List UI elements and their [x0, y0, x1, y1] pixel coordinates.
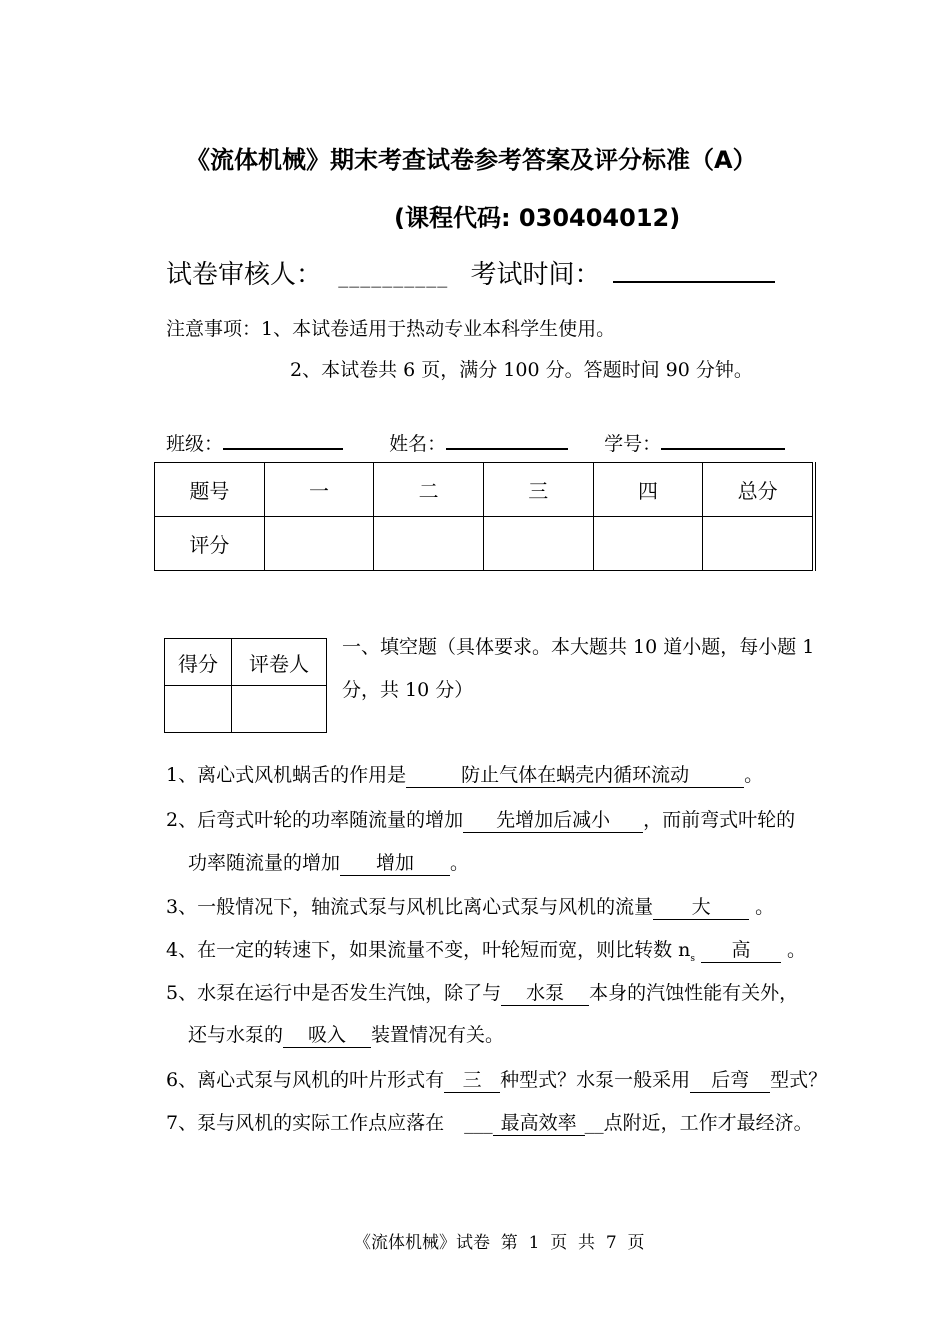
score-header-cell: 四 [593, 463, 703, 517]
exam-time-label: 考试时间： [470, 260, 601, 290]
section-heading [342, 626, 814, 712]
section-heading-line-1: 一、填空题（具体要求。本大题共 10 道小题，每小题 1 [342, 636, 815, 658]
question-text: 功率随流量的增加 [188, 852, 341, 874]
answer-2a: 先增加后减小 [463, 805, 643, 833]
question-text: 。 [744, 764, 764, 786]
question-text: 。 [787, 939, 807, 961]
subscript-s: s [690, 953, 695, 964]
question-text: 3、一般情况下，轴流式泵与风机比离心式泵与风机的流量 [166, 896, 654, 918]
question-text: 种型式？水泵一般采用 [500, 1069, 691, 1091]
question-text: 装置情况有关。 [371, 1024, 505, 1046]
course-code: (课程代码: 030404012) [394, 204, 681, 232]
score-header-cell: 一 [264, 463, 374, 517]
question-2-continued [188, 848, 469, 876]
answer-tail-blank: __ [584, 1112, 604, 1134]
name-label: 姓名： [389, 433, 447, 455]
question-text: 本身的汽蚀性能有关外， [589, 982, 799, 1004]
question-4 [166, 935, 806, 964]
grader-label: 评卷人 [232, 639, 327, 686]
score-cell [593, 517, 703, 571]
question-5-continued [188, 1020, 504, 1048]
question-7 [166, 1108, 813, 1136]
answer-7: 最高效率 [493, 1108, 585, 1136]
grader-table-header-row [165, 639, 327, 686]
score-table-row [155, 517, 815, 571]
question-text: 4、在一定的转速下，如果流量不变，叶轮短而宽，则比转数 n [166, 939, 691, 961]
question-text: 5、水泵在运行中是否发生汽蚀，除了与 [166, 982, 502, 1004]
id-blank [661, 428, 785, 450]
question-5 [166, 978, 798, 1006]
answer-2b: 增加 [340, 848, 450, 876]
exam-time-blank [613, 259, 775, 283]
question-text: 点附近，工作才最经济。 [603, 1112, 813, 1134]
question-1 [166, 760, 763, 788]
score-cell [483, 517, 593, 571]
id-label: 学号： [604, 433, 662, 455]
score-header-cell: 题号 [155, 463, 265, 517]
score-table [154, 462, 816, 571]
question-text: 1、离心式风机蜗舌的作用是 [166, 764, 407, 786]
score-header-cell: 总分 [703, 463, 814, 517]
question-3 [166, 892, 774, 920]
score-header-cell: 二 [374, 463, 484, 517]
answer-3: 大 [653, 892, 749, 920]
grader-table-row [165, 686, 327, 733]
question-text: 。 [450, 852, 470, 874]
page-title: 《流体机械》期末考查试卷参考答案及评分标准（A） [186, 146, 757, 174]
grader-table [164, 638, 327, 733]
notes-line-1: 注意事项：1、本试卷适用于热动专业本科学生使用。 [166, 318, 616, 340]
question-text: 2、后弯式叶轮的功率随流量的增加 [166, 809, 464, 831]
score-row-label: 评分 [155, 517, 265, 571]
class-label: 班级： [166, 433, 224, 455]
name-blank [446, 428, 568, 450]
answer-lead-blank: ___ [464, 1112, 493, 1134]
question-text: 7、泵与风机的实际工作点应落在 [166, 1112, 445, 1134]
score-cell [374, 517, 484, 571]
answer-5b: 吸入 [283, 1020, 371, 1048]
question-text: ，而前弯式叶轮的 [643, 809, 796, 831]
answer-1: 防止气体在蜗壳内循环流动 [406, 760, 744, 788]
score-cell [703, 517, 814, 571]
reviewer-row [166, 254, 775, 291]
score-label: 得分 [165, 639, 232, 686]
score-cell [264, 517, 374, 571]
reviewer-label: 试卷审核人： [166, 260, 323, 290]
grader-name-cell [232, 686, 327, 733]
notes-line-2: 2、本试卷共 6 页，满分 100 分。答题时间 90 分钟。 [290, 359, 753, 381]
answer-6a: 三 [444, 1065, 500, 1093]
page-footer: 《流体机械》试卷 第 1 页 共 7 页 [354, 1233, 645, 1253]
score-table-header-row [155, 463, 815, 517]
class-blank [223, 428, 343, 450]
score-header-cell: 三 [483, 463, 593, 517]
question-text: 6、离心式泵与风机的叶片形式有 [166, 1069, 445, 1091]
answer-6b: 后弯 [690, 1065, 770, 1093]
reviewer-blank: __________ [338, 264, 449, 288]
answer-4: 高 [701, 935, 781, 963]
answer-5a: 水泵 [501, 978, 589, 1006]
question-text: 。 [755, 896, 775, 918]
question-2 [166, 805, 795, 833]
student-info-row [166, 428, 785, 456]
question-text: 型式？ [770, 1069, 828, 1091]
question-text: 还与水泵的 [188, 1024, 284, 1046]
grader-score-cell [165, 686, 232, 733]
section-heading-line-2: 分，共 10 分） [342, 679, 474, 701]
question-6 [166, 1065, 827, 1093]
